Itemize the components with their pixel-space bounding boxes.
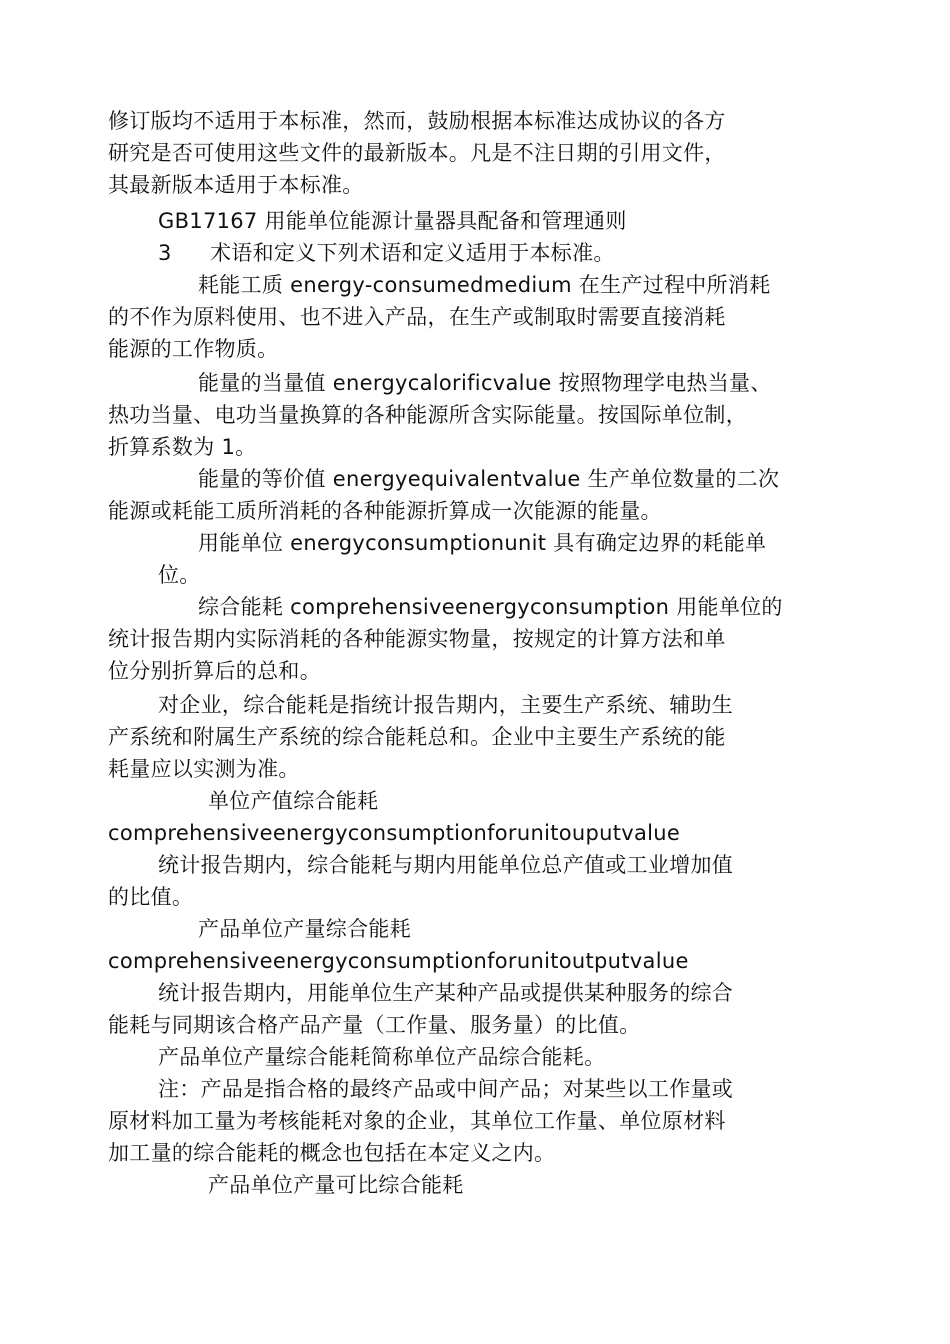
section-title: 术语和定义下列术语和定义适用于本标准。 bbox=[210, 241, 615, 265]
text-line: 能耗与同期该合格产品产量（工作量、服务量）的比值。 bbox=[108, 1013, 641, 1037]
text-line: 修订版均不适用于本标准，然而，鼓励根据本标准达成协议的各方 bbox=[108, 109, 726, 133]
text-line: 的比值。 bbox=[108, 885, 194, 909]
text-line: 热功当量、电功当量换算的各种能源所含实际能量。按国际单位制， bbox=[108, 403, 747, 427]
text-line: 加工量的综合能耗的概念也包括在本定义之内。 bbox=[108, 1141, 556, 1165]
text-line: 对企业，综合能耗是指统计报告期内，主要生产系统、辅助生 bbox=[158, 693, 734, 717]
term-line: 用能单位 energyconsumptionunit 具有确定边界的耗能单 bbox=[198, 531, 767, 555]
text-line: 产系统和附属生产系统的综合能耗总和。企业中主要生产系统的能 bbox=[108, 725, 726, 749]
term-english: comprehensiveenergyconsumptionforunitouputvalue bbox=[108, 821, 681, 845]
text-line: 原材料加工量为考核能耗对象的企业，其单位工作量、单位原材料 bbox=[108, 1109, 726, 1133]
standard-reference: GB17167 用能单位能源计量器具配备和管理通则 bbox=[158, 209, 627, 233]
text-line: 研究是否可使用这些文件的最新版本。凡是不注日期的引用文件， bbox=[108, 141, 726, 165]
term-line: 能量的等价值 energyequivalentvalue 生产单位数量的二次 bbox=[198, 467, 780, 491]
text-line: 统计报告期内，用能单位生产某种产品或提供某种服务的综合 bbox=[158, 981, 734, 1005]
term-english: comprehensiveenergyconsumptionforunitoutputvalue bbox=[108, 949, 689, 973]
text-line: 产品单位产量综合能耗简称单位产品综合能耗。 bbox=[158, 1045, 606, 1069]
text-line: 统计报告期内，综合能耗与期内用能单位总产值或工业增加值 bbox=[158, 853, 734, 877]
term-line: 产品单位产量综合能耗 bbox=[198, 917, 411, 941]
term-line: 耗能工质 energy-consumedmedium 在生产过程中所消耗 bbox=[198, 273, 771, 297]
text-line: 折算系数为 1。 bbox=[108, 435, 257, 459]
text-line: 的不作为原料使用、也不进入产品，在生产或制取时需要直接消耗 bbox=[108, 305, 726, 329]
text-line: 能源的工作物质。 bbox=[108, 337, 279, 361]
text-line: 位分别折算后的总和。 bbox=[108, 659, 321, 683]
text-line: 位。 bbox=[158, 563, 201, 587]
text-line: 耗量应以实测为准。 bbox=[108, 757, 300, 781]
note-line: 注：产品是指合格的最终产品或中间产品；对某些以工作量或 bbox=[158, 1077, 734, 1101]
text-line: 其最新版本适用于本标准。 bbox=[108, 173, 364, 197]
text-line: 统计报告期内实际消耗的各种能源实物量，按规定的计算方法和单 bbox=[108, 627, 726, 651]
term-line: 能量的当量值 energycalorificvalue 按照物理学电热当量、 bbox=[198, 371, 772, 395]
term-line: 产品单位产量可比综合能耗 bbox=[208, 1173, 464, 1197]
term-line: 综合能耗 comprehensiveenergyconsumption 用能单位的 bbox=[198, 595, 783, 619]
text-line: 能源或耗能工质所消耗的各种能源折算成一次能源的能量。 bbox=[108, 499, 662, 523]
section-heading bbox=[158, 237, 615, 269]
term-line: 单位产值综合能耗 bbox=[208, 789, 379, 813]
section-number: 3 bbox=[158, 241, 172, 265]
